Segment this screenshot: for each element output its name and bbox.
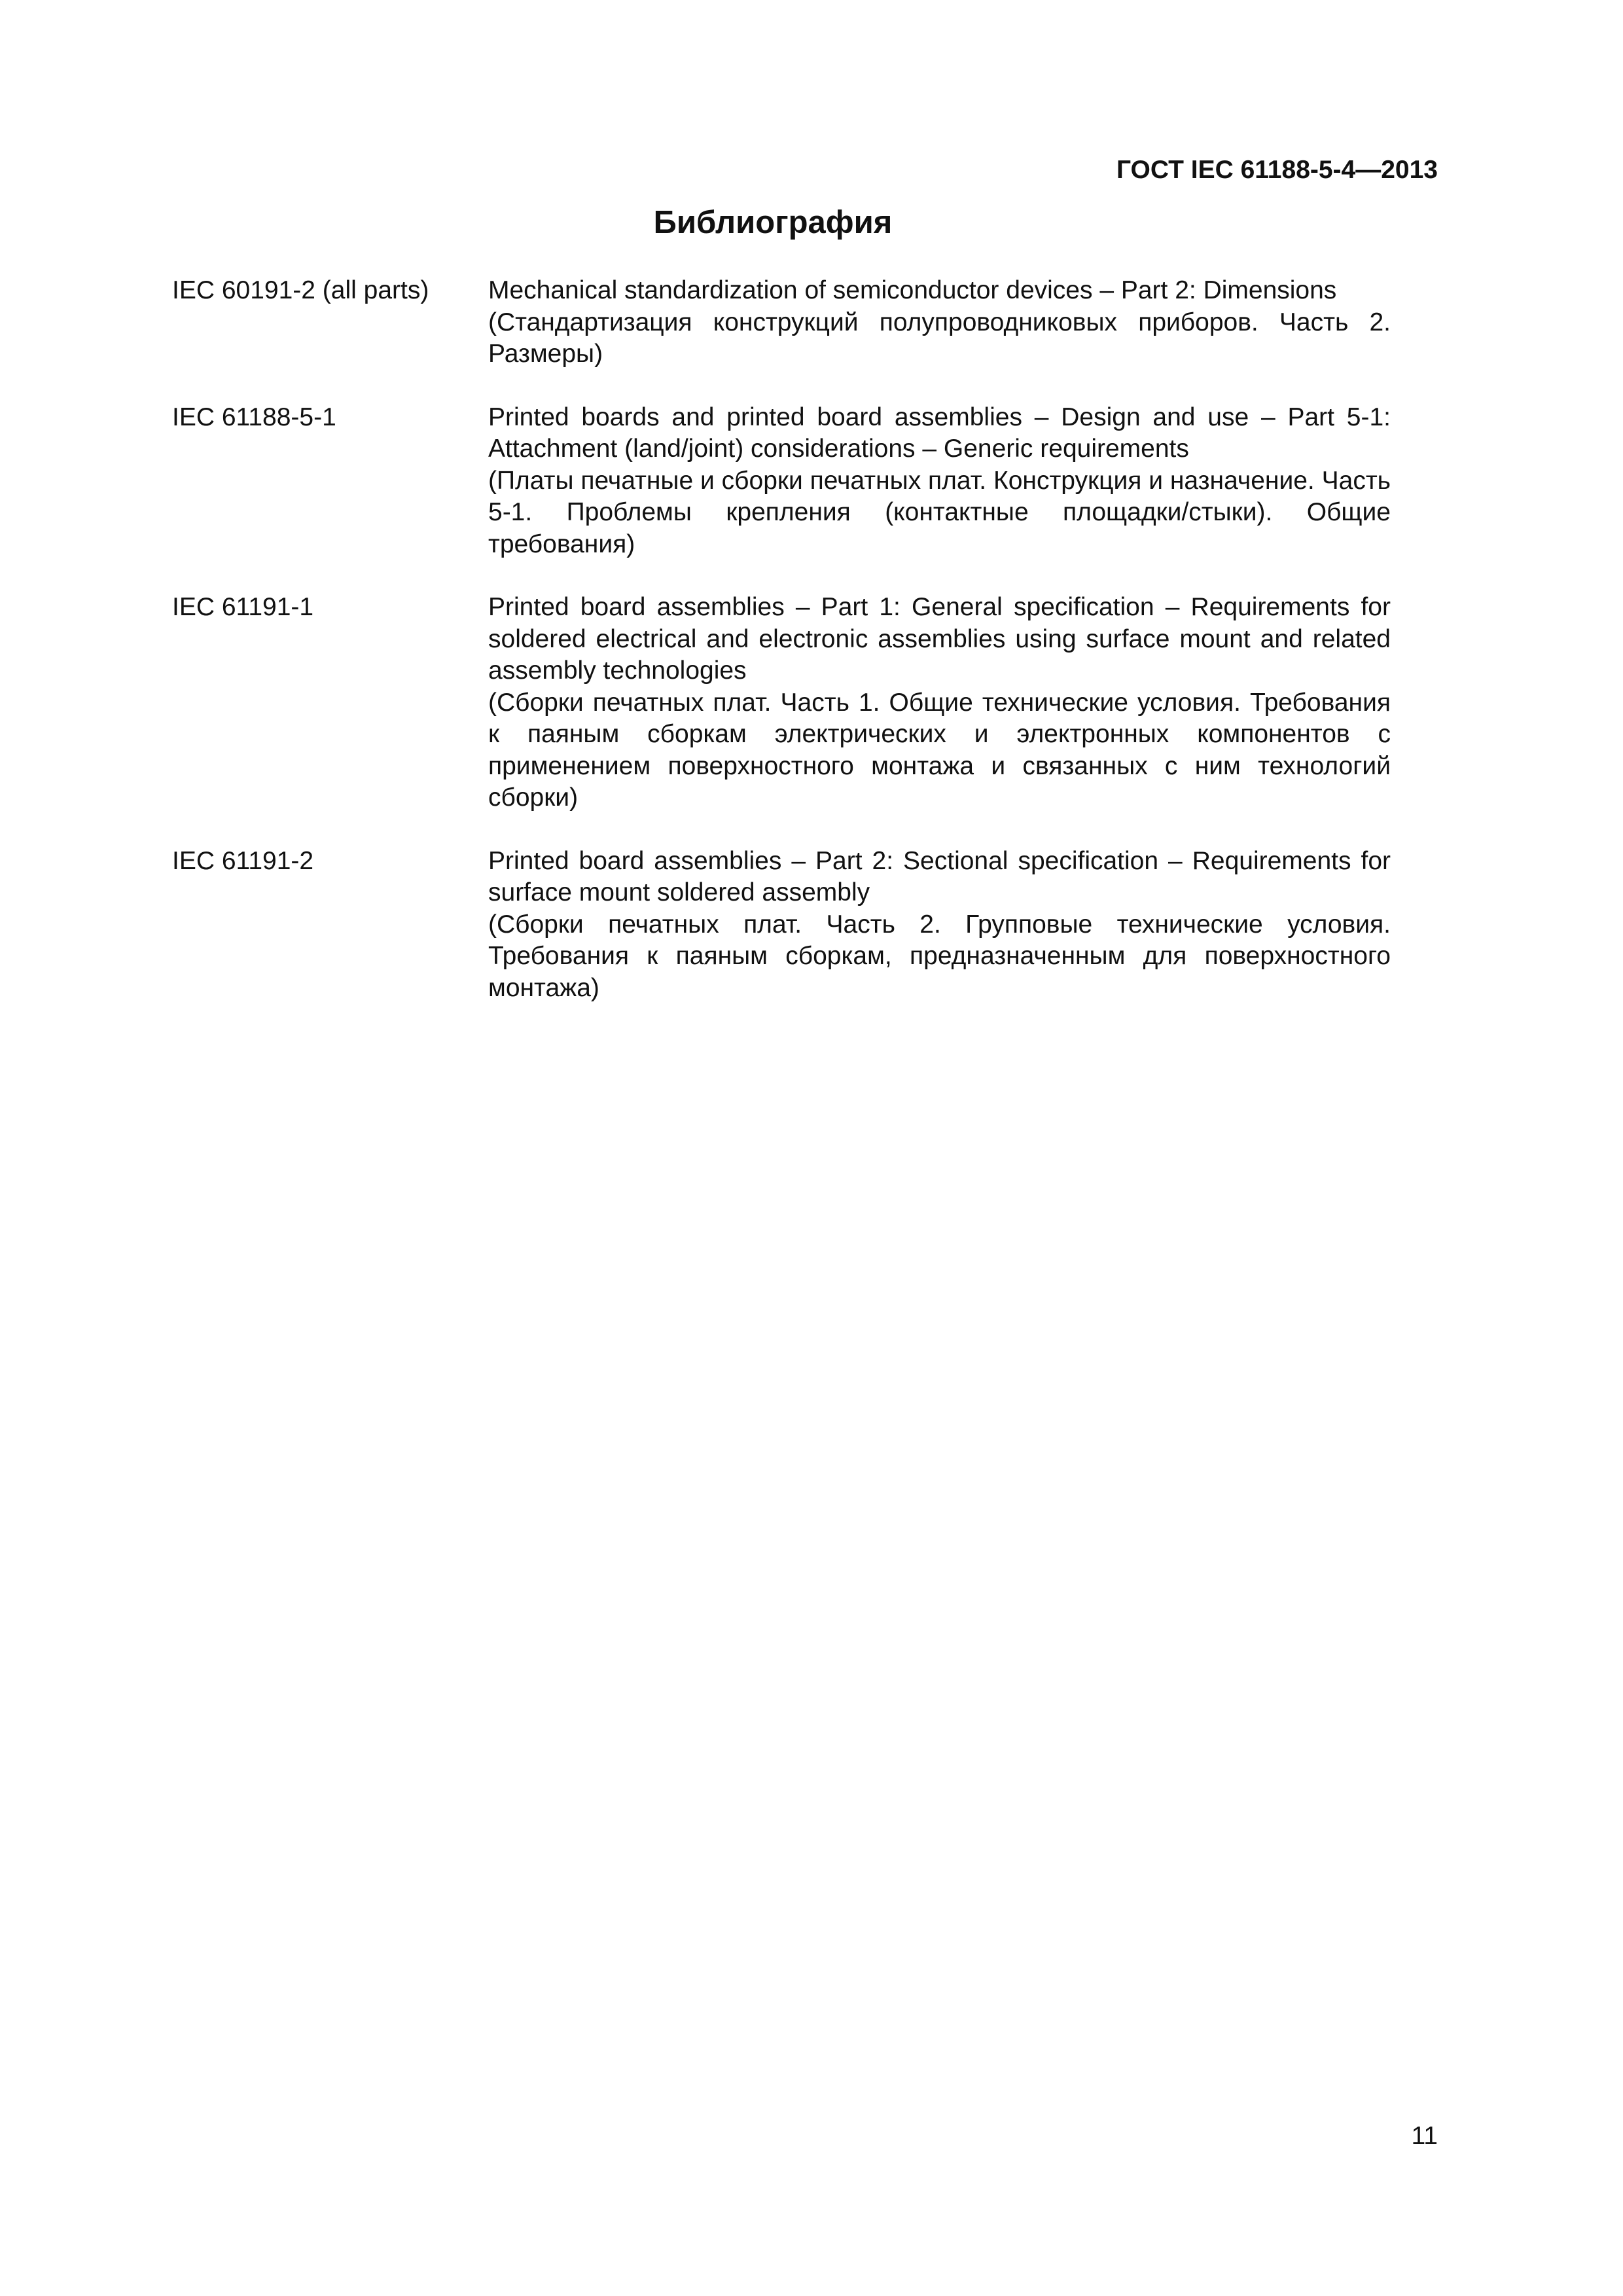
bibliography-entry [172, 846, 1391, 1005]
bibliography-description [488, 402, 1391, 561]
bibliography-title-ru: (Сборки печатных плат. Часть 2. Групповые технические условия. Требования к паяным сборкам, предназначенным для поверхностного монтажа) [488, 910, 1391, 1002]
bibliography-code: IEC 60191-2 (all parts) [172, 276, 429, 304]
bibliography-entry [172, 402, 1391, 561]
bibliography-entry [172, 592, 1391, 814]
bibliography-title-ru: (Стандартизация конструкций полупроводниковых приборов. Часть 2. Размеры) [488, 308, 1391, 368]
bibliography-title-ru: (Платы печатные и сборки печатных плат. Конструкция и назначение. Часть 5-1. Проблемы крепления (контактные площадки/стыки). Общие требования) [488, 466, 1391, 558]
bibliography-title-en: Printed boards and printed board assemblies – Design and use – Part 5-1: Attachment (land/joint) considerations – Generic requirements [488, 403, 1391, 463]
bibliography-title-en: Printed board assemblies – Part 1: General specification – Requirements for soldered electrical and electronic assemblies using surface mount and related assembly technologies [488, 593, 1391, 685]
bibliography-entry [172, 275, 1391, 370]
bibliography-title-en: Mechanical standardization of semiconductor devices – Part 2: Dimensions [488, 276, 1337, 304]
document-code: ГОСТ IEC 61188-5-4—2013 [1116, 156, 1438, 184]
bibliography-description [488, 592, 1391, 814]
bibliography-code: IEC 61191-1 [172, 593, 314, 621]
bibliography-description [488, 275, 1391, 370]
bibliography-description [488, 846, 1391, 1005]
page-title: Библиография [653, 205, 893, 240]
page-number: 11 [1411, 2122, 1438, 2150]
bibliography-list [172, 275, 1391, 1035]
bibliography-code: IEC 61191-2 [172, 846, 314, 875]
bibliography-title-en: Printed board assemblies – Part 2: Sectional specification – Requirements for surface mount soldered assembly [488, 846, 1391, 906]
bibliography-title-ru: (Сборки печатных плат. Часть 1. Общие технические условия. Требования к паяным сборкам электрических и электронных компонентов с применением поверхностного монтажа и связанных с ним технологий сборки) [488, 688, 1391, 812]
bibliography-code: IEC 61188-5-1 [172, 403, 336, 431]
